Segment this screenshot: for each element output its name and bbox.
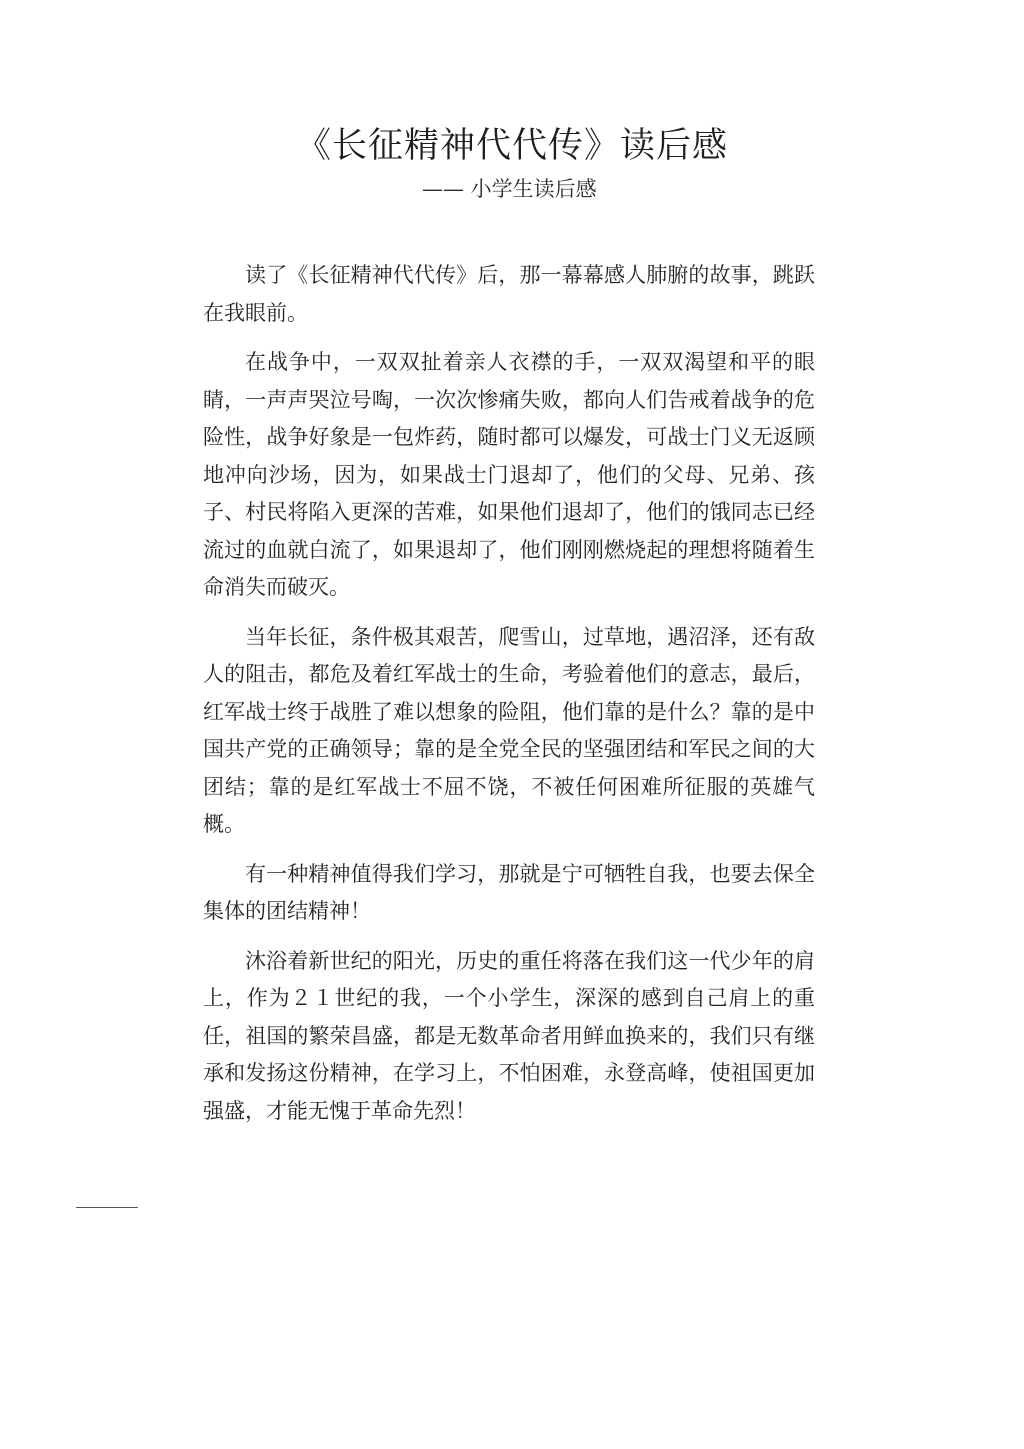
paragraph-spirit: 有一种精神值得我们学习，那就是宁可牺牲自我，也要去保全集体的团结精神！ xyxy=(203,861,815,923)
paragraph-conclusion: 沐浴着新世纪的阳光，历史的重任将落在我们这一代少年的肩上，作为２１世纪的我，一个小学生，深深的感到自己肩上的重任，祖国的繁荣昌盛，都是无数革命者用鲜血换来的，我们只有继承和发扬这份精神，在学习上，不怕困难，永登高峰，使祖国更加强盛，才能无愧于革命先烈！ xyxy=(203,948,815,1123)
document-title: 《长征精神代代传》读后感 xyxy=(295,126,728,166)
document-subtitle: —— 小学生读后感 xyxy=(422,177,597,201)
document-body xyxy=(203,257,815,1142)
paragraph-war: 在战争中，一双双扯着亲人衣襟的手，一双双渴望和平的眼睛，一声声哭泣号啕，一次次惨痛失败，都向人们告戒着战争的危险性，战争好象是一包炸药，随时都可以爆发，可战士门义无返顾地冲向沙场，因为，如果战士门退却了，他们的父母、兄弟、孩子、村民将陷入更深的苦难，如果他们退却了，他们的饿同志已经流过的血就白流了，如果退却了，他们刚刚燃烧起的理想将随着生命消失而破灭。 xyxy=(203,350,815,599)
footnote-divider xyxy=(76,1207,138,1208)
paragraph-long-march: 当年长征，条件极其艰苦，爬雪山，过草地，遇沼泽，还有敌人的阻击，都危及着红军战士的生命，考验着他们的意志，最后，红军战士终于战胜了难以想象的险阻，他们靠的是什么？靠的是中国共产党的正确领导；靠的是全党全民的坚强团结和军民之间的大团结；靠的是红军战士不屈不饶，不被任何困难所征服的英雄气概。 xyxy=(203,624,815,836)
paragraph-intro: 读了《长征精神代代传》后，那一幕幕感人肺腑的故事，跳跃在我眼前。 xyxy=(203,263,815,325)
